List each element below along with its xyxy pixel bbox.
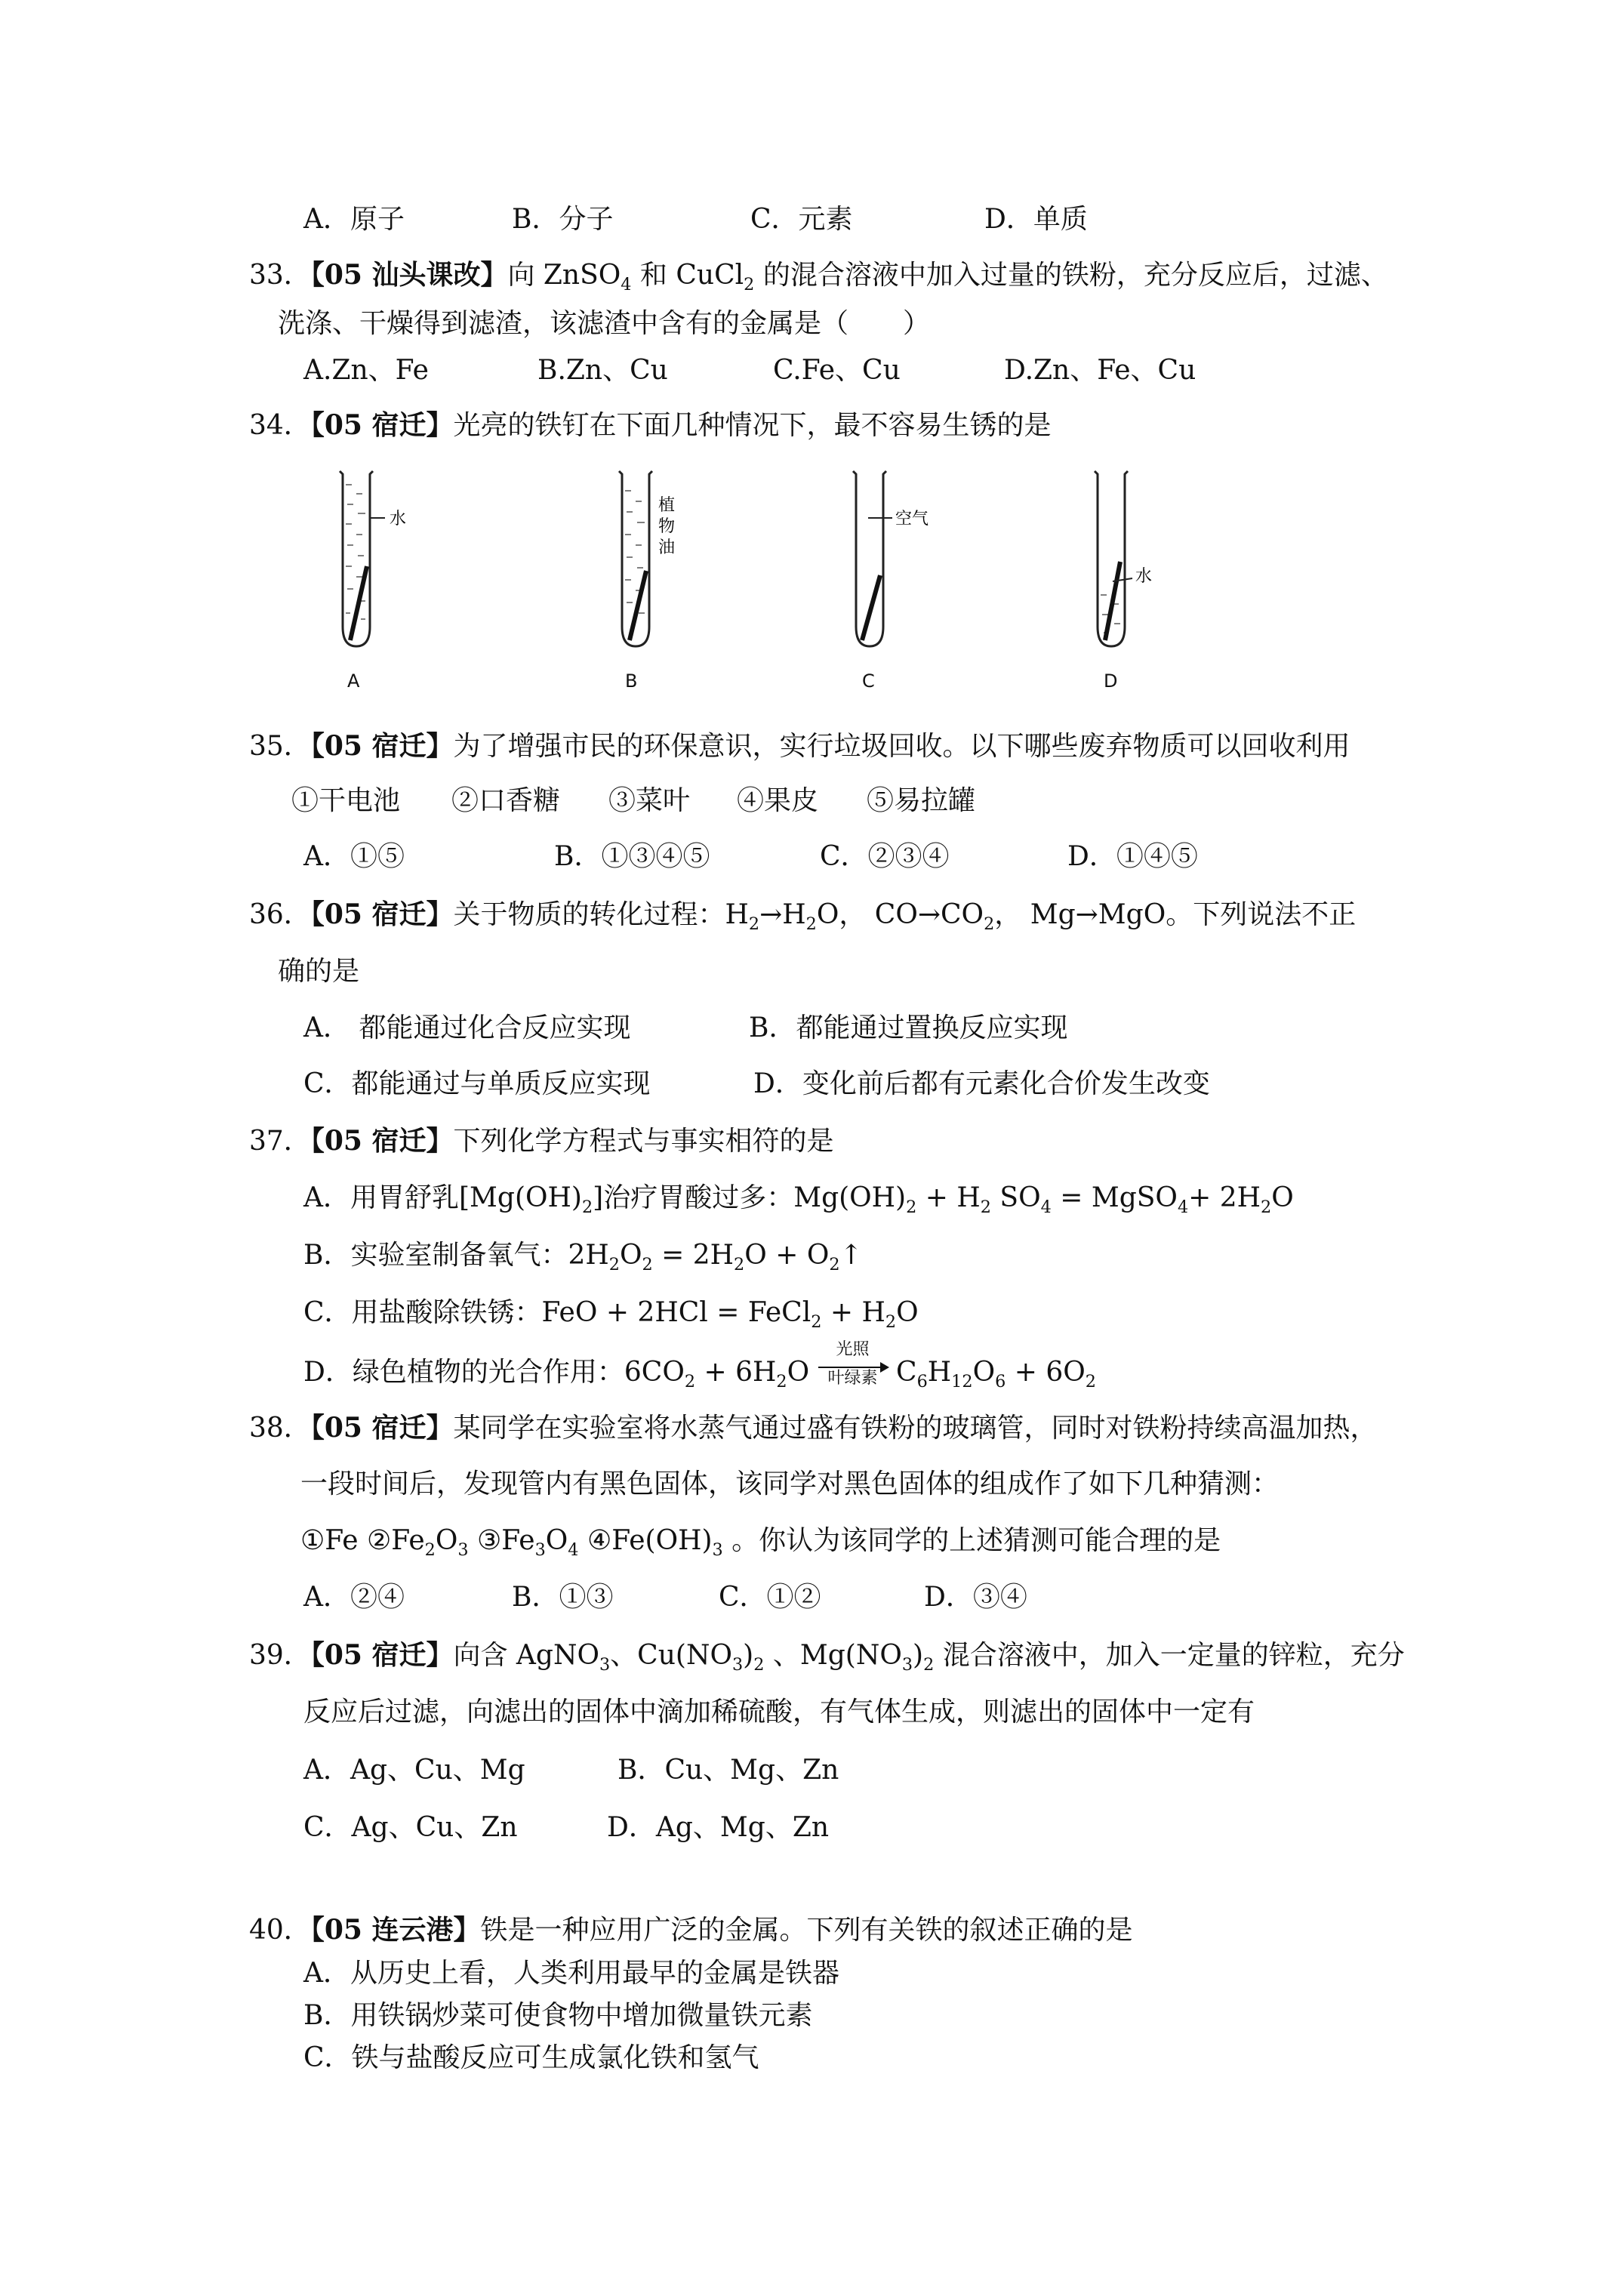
subscript: 2	[642, 1254, 653, 1274]
subscript: 2	[424, 1539, 436, 1560]
figure-tube-d	[1087, 468, 1193, 657]
subscript: 3	[731, 1654, 744, 1675]
q33-option-c: C.Fe、Cu	[773, 355, 901, 386]
q39-option-b: B．Cu、Mg、Zn	[617, 1755, 839, 1786]
stem-text: →H	[759, 899, 806, 930]
guess-text: 。你认为该同学的上述猜测可能合理的是	[722, 1525, 1221, 1556]
q34-stem	[249, 411, 1051, 439]
subscript: 2	[1085, 1371, 1096, 1391]
q36-option-c: C．都能通过与单质反应实现	[303, 1068, 651, 1099]
subscript: 2	[923, 1654, 935, 1675]
q38-option-a: A．②④	[303, 1582, 405, 1613]
stem-text: )	[913, 1640, 924, 1671]
subscript: 3	[599, 1654, 611, 1675]
condition-bottom: 叶绿素	[827, 1369, 878, 1388]
subscript: 2	[684, 1371, 696, 1391]
subscript: 2	[734, 1254, 745, 1274]
stem-text: 下列化学方程式与事实相符的是	[453, 1126, 834, 1157]
q40-stem	[249, 1916, 1132, 1944]
figure-tube-b	[611, 468, 702, 657]
q33-option-a: A.Zn、Fe	[303, 355, 429, 386]
q33-option-d: D.Zn、Fe、Cu	[1004, 355, 1196, 386]
subscript: 2	[805, 914, 817, 934]
q36-stem	[249, 898, 1357, 934]
question-source: 【05 宿迁】	[310, 898, 454, 930]
option-text: = MgSO	[1051, 1182, 1178, 1213]
question-source: 【05 宿迁】	[310, 1412, 454, 1444]
q40-option-c: C．铁与盐酸反应可生成氯化铁和氢气	[303, 2042, 759, 2073]
subscript: 6	[995, 1371, 1006, 1391]
subscript: 2	[744, 274, 755, 294]
q36-option-b: B．都能通过置换反应实现	[749, 1012, 1068, 1043]
q35-option-b: B．①③④⑤	[554, 841, 710, 872]
guess-text: O	[435, 1525, 458, 1556]
stem-text: 向含 AgNO	[453, 1640, 599, 1671]
stem-text: ， Mg→MgO。下列说法不正	[994, 899, 1357, 930]
figure-letter-d: D	[1104, 670, 1118, 692]
figure-tube-a	[332, 468, 423, 657]
stem-text: 向 ZnSO	[507, 260, 621, 291]
option-text: A．用胃舒乳[Mg(OH)	[303, 1182, 582, 1213]
subscript: 2	[829, 1254, 840, 1274]
subscript: 3	[534, 1539, 546, 1560]
question-number: 35．	[249, 731, 311, 762]
subscript: 3	[712, 1539, 723, 1560]
subscript: 4	[568, 1539, 579, 1560]
question-source: 【05 宿迁】	[310, 1125, 454, 1157]
guess-text: ④Fe(OH)	[578, 1525, 713, 1556]
option-text: + 6H	[695, 1357, 777, 1388]
q37-option-b	[303, 1240, 863, 1274]
q36-option-d: D．变化前后都有元素化合价发生改变	[753, 1068, 1210, 1099]
subscript: 2	[980, 1197, 991, 1217]
q35-option-c: C．②③④	[820, 841, 950, 872]
figure-letter-a: A	[347, 670, 360, 692]
option-text: H	[927, 1357, 952, 1388]
question-number: 37．	[249, 1126, 311, 1157]
option-text: O	[896, 1297, 919, 1328]
q32-option-b: B．分子	[512, 204, 614, 235]
q38-stem	[249, 1414, 1377, 1442]
option-text: B．实验室制备氧气：2H	[303, 1240, 609, 1271]
q32-option-c: C．元素	[750, 204, 853, 235]
option-text: O	[619, 1240, 642, 1271]
subscript: 3	[457, 1539, 469, 1560]
q37-option-a	[303, 1182, 1294, 1217]
option-text: O	[787, 1357, 810, 1388]
stem-text: 光亮的铁钉在下面几种情况下，最不容易生锈的是	[453, 410, 1052, 441]
q39-option-c: C．Ag、Cu、Zn	[303, 1812, 518, 1843]
label-air: 空气	[895, 510, 929, 529]
subscript: 2	[608, 1254, 620, 1274]
question-source: 【05 汕头课改】	[310, 259, 508, 291]
option-text: ↑	[839, 1240, 863, 1271]
q38-option-c: C．①②	[719, 1582, 821, 1613]
q38-stem-line2: 一段时间后，发现管内有黑色固体，该同学对黑色固体的组成作了如下几种猜测：	[300, 1469, 1280, 1499]
q35-item-1: ①干电池	[291, 785, 401, 816]
option-text: ]治疗胃酸过多：Mg(OH)	[593, 1182, 907, 1213]
q35-option-a: A．①⑤	[303, 841, 405, 872]
q40-option-a: A．从历史上看，人类利用最早的金属是铁器	[303, 1958, 839, 1989]
option-text: = 2H	[652, 1240, 735, 1271]
reaction-condition-arrow	[818, 1340, 888, 1388]
stem-text: 、Cu(NO	[610, 1640, 732, 1671]
option-text: + H	[821, 1297, 885, 1328]
q35-option-d: D．①④⑤	[1067, 841, 1198, 872]
stem-text: 关于物质的转化过程：H	[453, 899, 749, 930]
stem-text: 某同学在实验室将水蒸气通过盛有铁粉的玻璃管，同时对铁粉持续高温加热，	[453, 1413, 1378, 1444]
figure-letter-b: B	[625, 670, 638, 692]
stem-text: 和 CuCl	[631, 260, 744, 291]
option-text: + H	[916, 1182, 981, 1213]
option-text: + 6O	[1006, 1357, 1086, 1388]
q35-item-2: ②口香糖	[451, 785, 561, 816]
q39-stem-line2: 反应后过滤，向滤出的固体中滴加稀硫酸，有气体生成，则滤出的固体中一定有	[303, 1697, 1255, 1727]
q38-option-d: D．③④	[924, 1582, 1027, 1613]
stem-text: 混合溶液中，加入一定量的锌粒，充分	[934, 1640, 1405, 1671]
subscript: 2	[885, 1311, 897, 1332]
question-source: 【05 宿迁】	[310, 1639, 454, 1671]
subscript: 4	[1177, 1197, 1189, 1217]
q35-item-5: ⑤易拉罐	[867, 785, 976, 816]
label-plant-oil-2: 物	[658, 517, 676, 536]
question-source: 【05 连云港】	[310, 1914, 481, 1946]
option-text: C	[896, 1357, 917, 1388]
q33-option-b: B.Zn、Cu	[537, 355, 668, 386]
question-number: 34．	[249, 410, 311, 441]
guess-text: O	[545, 1525, 568, 1556]
stem-text: 、Mg(NO	[764, 1640, 902, 1671]
subscript: 4	[621, 274, 632, 294]
q33-stem-line2: 洗涤、干燥得到滤渣，该滤渣中含有的金属是（ ）	[278, 308, 931, 339]
option-text: C．用盐酸除铁锈：FeO + 2HCl = FeCl	[303, 1297, 812, 1328]
subscript: 2	[984, 914, 995, 934]
subscript: 2	[1261, 1197, 1272, 1217]
label-plant-oil-3: 油	[658, 538, 676, 557]
condition-top: 光照	[836, 1340, 870, 1359]
guess-text: ①Fe ②Fe	[300, 1525, 425, 1556]
label-water: 水	[1135, 567, 1153, 586]
question-source: 【05 宿迁】	[310, 409, 454, 441]
question-source: 【05 宿迁】	[310, 730, 454, 762]
option-text: + 2H	[1188, 1182, 1261, 1213]
q36-option-a: A． 都能通过化合反应实现	[303, 1012, 631, 1043]
q35-stem	[249, 732, 1350, 760]
question-number: 36．	[249, 899, 311, 930]
subscript: 2	[906, 1197, 917, 1217]
q40-option-b: B．用铁锅炒菜可使食物中增加微量铁元素	[303, 2000, 813, 2031]
q35-item-3: ③菜叶	[608, 785, 691, 816]
q37-stem	[249, 1127, 833, 1155]
subscript: 2	[748, 914, 760, 934]
label-water: 水	[390, 510, 407, 529]
q39-option-d: D．Ag、Mg、Zn	[607, 1812, 830, 1843]
q33-stem	[249, 259, 1388, 294]
question-number: 33．	[249, 260, 311, 291]
stem-text: 铁是一种应用广泛的金属。下列有关铁的叙述正确的是	[480, 1915, 1133, 1946]
q38-guesses	[300, 1525, 1221, 1560]
question-number: 38．	[249, 1413, 311, 1444]
subscript: 2	[776, 1371, 787, 1391]
question-number: 39．	[249, 1640, 311, 1671]
q36-stem-line2: 确的是	[278, 956, 360, 987]
subscript: 4	[1040, 1197, 1052, 1217]
figure-letter-c: C	[862, 670, 875, 692]
q37-option-d	[303, 1340, 1096, 1391]
label-plant-oil-1: 植	[658, 496, 676, 515]
guess-text: ③Fe	[468, 1525, 535, 1556]
q37-option-c	[303, 1297, 919, 1332]
q32-option-d: D．单质	[984, 204, 1088, 235]
stem-text: O， CO→CO	[816, 899, 984, 930]
subscript: 12	[951, 1371, 973, 1391]
option-text: O	[1271, 1182, 1294, 1213]
figure-tube-c	[845, 468, 966, 657]
stem-text: 的混合溶液中加入过量的铁粉，充分反应后，过滤、	[754, 260, 1388, 291]
q35-item-4: ④果皮	[737, 785, 819, 816]
q39-stem	[249, 1639, 1405, 1675]
subscript: 3	[901, 1654, 913, 1675]
subscript: 2	[811, 1311, 822, 1332]
q39-option-a: A．Ag、Cu、Mg	[303, 1755, 525, 1786]
subscript: 2	[753, 1654, 765, 1675]
q38-option-b: B．①③	[512, 1582, 614, 1613]
q32-option-a: A．原子	[303, 204, 405, 235]
option-text: SO	[990, 1182, 1041, 1213]
subscript: 6	[916, 1371, 928, 1391]
question-number: 40．	[249, 1915, 311, 1946]
option-text: D．绿色植物的光合作用：6CO	[303, 1357, 685, 1388]
stem-text: )	[743, 1640, 754, 1671]
option-text: O	[972, 1357, 996, 1388]
option-text: O + O	[744, 1240, 830, 1271]
subscript: 2	[581, 1197, 593, 1217]
stem-text: 为了增强市民的环保意识，实行垃圾回收。以下哪些废弃物质可以回收利用	[453, 731, 1350, 762]
